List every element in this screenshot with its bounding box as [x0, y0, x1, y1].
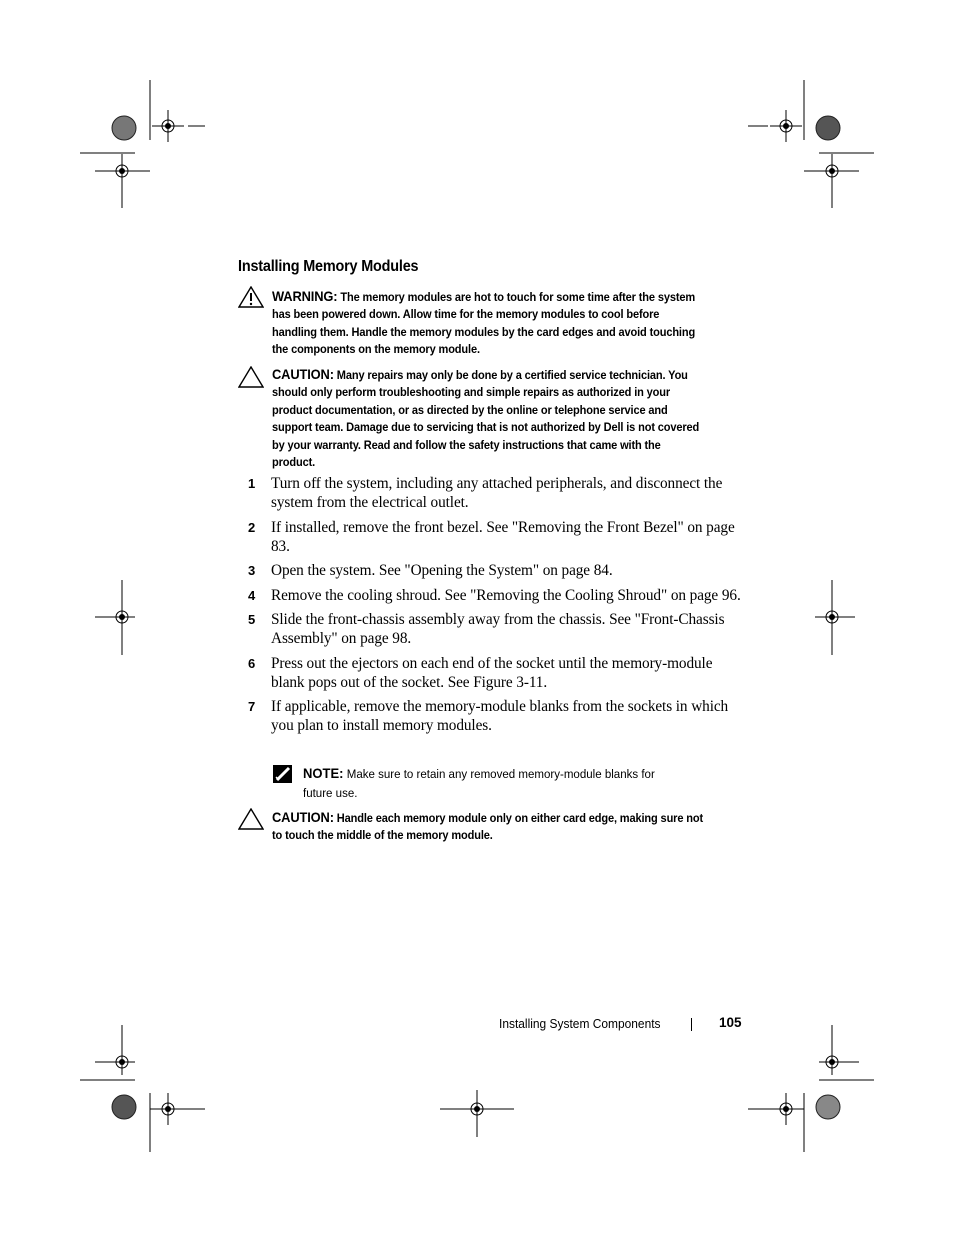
step-number: 1 — [248, 476, 256, 491]
warning-label: WARNING: — [272, 288, 338, 304]
step-text: If applicable, remove the memory-module blanks from the sockets in which you plan to install memory modules. — [271, 698, 729, 734]
footer-divider — [691, 1018, 692, 1031]
caution-label-2: CAUTION: — [272, 809, 334, 825]
note-label: NOTE: — [303, 765, 344, 781]
caution-body-2: Handle each memory module only on either card edge, making sure not to touch the middle of the memory module. — [272, 811, 704, 843]
crop-mark-mid-left — [95, 580, 155, 660]
step-number: 5 — [248, 612, 256, 627]
step-item — [248, 654, 748, 692]
step-number: 3 — [248, 563, 256, 578]
step-item — [248, 474, 748, 512]
step-text: Slide the front-chassis assembly away from the chassis. See "Front-Chassis Assembly" on page 98. — [271, 611, 725, 647]
procedure-steps — [248, 474, 748, 741]
step-text: Turn off the system, including any attached peripherals, and disconnect the system from the electrical outlet. — [271, 475, 723, 511]
step-item — [248, 586, 748, 605]
step-number: 6 — [248, 655, 256, 671]
step-text: If installed, remove the front bezel. See "Removing the Front Bezel" on page 83. — [271, 518, 735, 555]
caution-text-2 — [272, 809, 704, 845]
caution-body-1: Many repairs may only be done by a certified service technician. You should only perform troubleshooting and simple repairs as authorized in your product documentation, or as directed by the online or telephone service and support team. Damage due to servicing that is not authorized by Dell is not covered by your warranty. Read and follow the safety instructions that came with the product. — [272, 368, 700, 470]
note-body: Make sure to retain any removed memory-module blanks for future use. — [303, 767, 655, 800]
step-number: 4 — [248, 587, 256, 603]
crop-mark-top-left — [80, 80, 210, 210]
step-item — [248, 610, 748, 648]
warning-body: The memory modules are hot to touch for some time after the system has been powered down. Allow time for the memory modules to cool before handling them. Handle the memory modules by the card edges and avoid touching the components on the memory module. — [272, 290, 696, 357]
step-text: Remove the cooling shroud. See "Removing the Cooling Shroud" on page 96. — [271, 586, 741, 604]
crop-mark-bottom-right — [744, 1025, 874, 1155]
caution-icon — [238, 366, 264, 393]
caution-icon — [238, 808, 264, 835]
crop-mark-top-right — [744, 80, 874, 210]
crop-mark-mid-right — [805, 580, 865, 660]
crop-mark-bottom-center — [440, 1090, 516, 1140]
crop-mark-bottom-left — [80, 1025, 210, 1155]
warning-text — [272, 288, 704, 359]
note-text — [303, 764, 675, 803]
step-text: Open the system. See "Opening the System" on page 84. — [271, 562, 613, 579]
step-item — [248, 561, 748, 580]
warning-icon — [238, 286, 264, 313]
page-number: 105 — [719, 1015, 742, 1030]
step-item — [248, 518, 748, 556]
footer-chapter-title: Installing System Components — [499, 1016, 661, 1031]
section-title: Installing Memory Modules — [238, 258, 419, 275]
step-item — [248, 697, 748, 735]
step-number: 7 — [248, 699, 256, 714]
caution-label-1: CAUTION: — [272, 366, 334, 382]
step-number: 2 — [248, 519, 256, 535]
step-text: Press out the ejectors on each end of the socket until the memory-module blank pops out of the socket. See Figure 3-11. — [271, 654, 713, 691]
caution-text-1 — [272, 366, 704, 471]
pencil-note-icon — [272, 764, 294, 789]
